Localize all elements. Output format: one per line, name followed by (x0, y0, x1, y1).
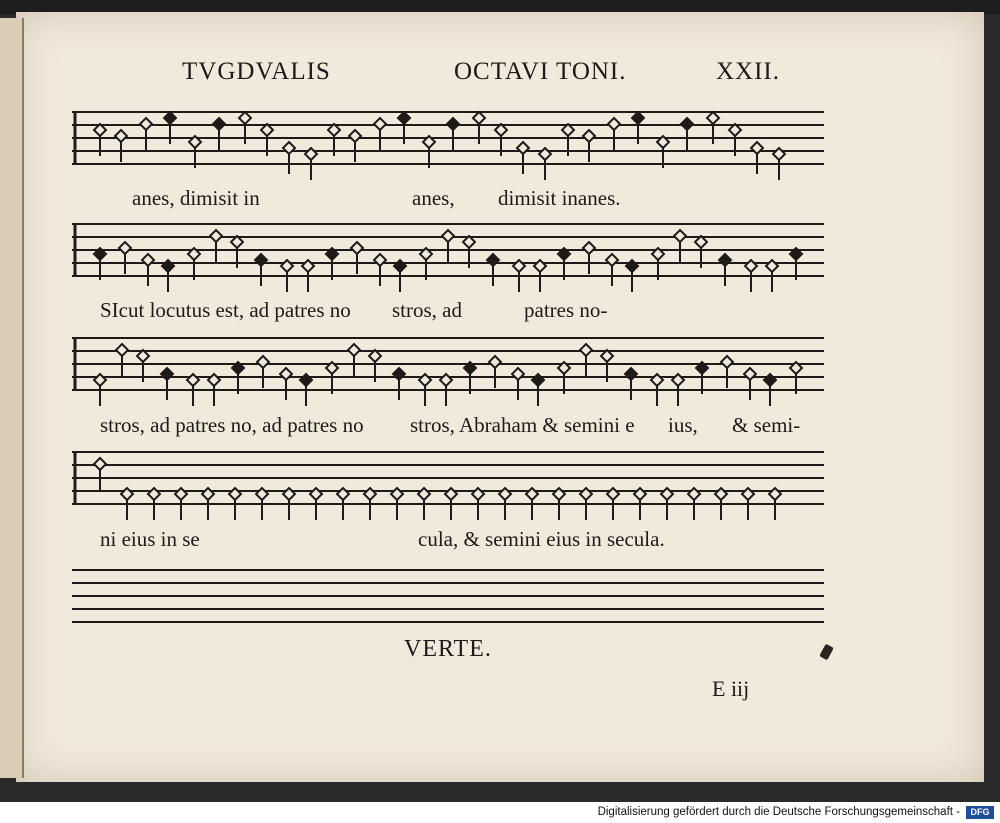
footer-bar (0, 802, 1000, 823)
dfg-logo: DFG (966, 806, 994, 819)
lyric-line-1-a: anes, dimisit in (132, 186, 260, 210)
page (16, 12, 984, 782)
footer-text: Digitalisierung gefördert durch die Deutsche Forschungsgemeinschaft - (597, 806, 960, 818)
header-voice: TVGDVALIS (182, 58, 331, 85)
lyric-line-1-c: dimisit inanes. (498, 186, 621, 210)
lyric-line-3-d: & semi- (732, 413, 801, 437)
header-folio: XXII. (716, 58, 781, 85)
lyric-line-3-a: stros, ad patres no, ad patres no (100, 413, 364, 437)
lyric-line-2-a: SIcut locutus est, ad patres no (100, 298, 351, 322)
header-mode: OCTAVI TONI. (454, 58, 627, 85)
left-page-edge (0, 18, 24, 778)
lyric-line-4-a: ni eius in se (100, 527, 200, 551)
lyric-line-4-b: cula, & semini eius in secula. (418, 527, 665, 551)
lyric-line-2-b: stros, ad (392, 298, 462, 322)
lyric-line-3-b: stros, Abraham & semini e (410, 413, 635, 437)
signature-mark: E iij (712, 676, 750, 701)
lyric-line-1-b: anes, (412, 186, 455, 210)
lyric-line-2-c: patres no- (524, 298, 608, 322)
verte-catchword: VERTE. (404, 636, 492, 662)
lyric-line-3-c: ius, (668, 413, 698, 437)
